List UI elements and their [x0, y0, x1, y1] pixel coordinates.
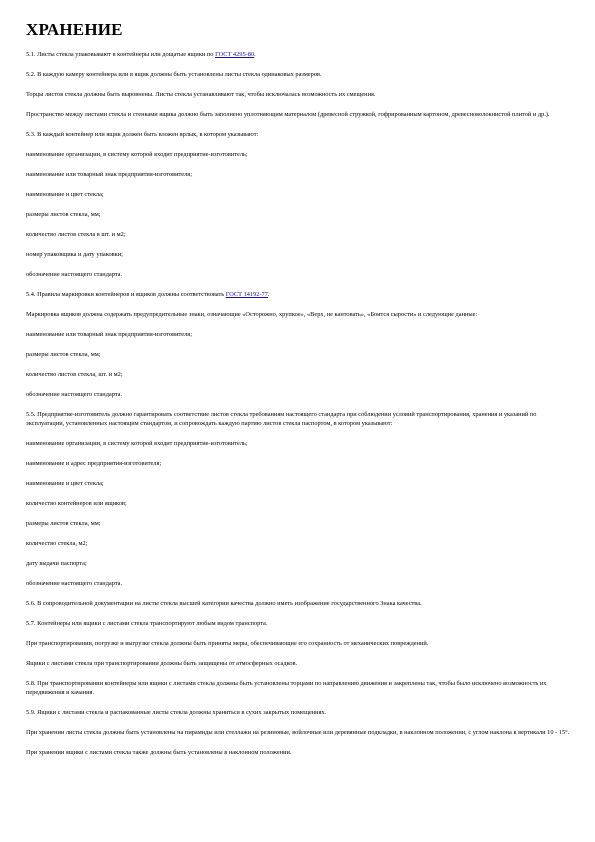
- paragraph: [26, 748, 574, 757]
- paragraph-text-end: .: [267, 291, 270, 298]
- paragraph: [26, 250, 574, 259]
- paragraph-text: обозначение настоящего стандарта.: [26, 271, 123, 278]
- paragraph: [26, 539, 574, 548]
- document-body: [26, 50, 574, 757]
- paragraph-text: 5.9. Ящики с листами стекла и распакованные листы стекла должны храниться в сухих закрытых помещениях.: [26, 709, 327, 716]
- paragraph-text: количество контейнеров или ящиков;: [26, 500, 127, 507]
- paragraph: [26, 659, 574, 668]
- paragraph: [26, 579, 574, 588]
- paragraph-text: Ящики с листами стекла при транспортировании должны быть защищены от атмосферных осадков.: [26, 660, 298, 667]
- gost-link[interactable]: ГОСТ 4295-80: [215, 51, 255, 58]
- paragraph-text: 5.5. Предприятие-изготовитель должно гарантировать соответствие листов стекла требованиям настоящего стандарта при соблюдении условий транспортирования, хранения и указаний по эксплуатации, установленных настоящим стандартом, и сопровождать каждую партию листов стекла паспортом, в котором указывают:: [26, 411, 537, 427]
- paragraph-text: наименование и цвет стекла;: [26, 191, 104, 198]
- paragraph: [26, 599, 574, 608]
- page-title: ХРАНЕНИЕ: [26, 20, 123, 39]
- paragraph: [26, 728, 574, 737]
- paragraph: [26, 310, 574, 319]
- paragraph-text: наименование и цвет стекла;: [26, 480, 104, 487]
- paragraph: [26, 170, 574, 179]
- paragraph: [26, 70, 574, 79]
- paragraph: [26, 330, 574, 339]
- paragraph-text: 5.6. В сопроводительной документации на листы стекла высшей категории качества должно иметь изображение государственного Знака качества.: [26, 600, 422, 607]
- paragraph: [26, 619, 574, 628]
- paragraph-text: 5.7. Контейнеры или ящики с листами стекла транспортируют любым видом транспорта.: [26, 620, 268, 627]
- paragraph-text: наименование и адрес предприятия-изготовителя;: [26, 460, 162, 467]
- paragraph: [26, 130, 574, 139]
- paragraph-text: обозначение настоящего стандарта.: [26, 391, 123, 398]
- paragraph-text: размеры листов стекла, мм;: [26, 351, 101, 358]
- paragraph-text: количество листов стекла, шт. и м2;: [26, 371, 123, 378]
- paragraph: [26, 390, 574, 399]
- paragraph-text: наименование организации, в систему которой входит предприятие-изготовитель;: [26, 151, 248, 158]
- paragraph-text: 5.3. В каждый контейнер или ящик должен быть вложен ярлык, в котором указывают:: [26, 131, 259, 138]
- paragraph-text: 5.4. Правила маркировки контейнеров и ящиков должны соответствовать: [26, 291, 226, 298]
- paragraph: [26, 370, 574, 379]
- gost-link[interactable]: ГОСТ 14192-77: [225, 291, 268, 298]
- paragraph: [26, 708, 574, 717]
- document-page: [26, 20, 574, 768]
- paragraph: [26, 270, 574, 279]
- paragraph-text: 5.1. Листы стекла упаковывают в контейнеры или дощатые ящики по: [26, 51, 216, 58]
- paragraph-text: наименование организации, в систему которой входит предприятие-изготовитель;: [26, 440, 248, 447]
- paragraph-text: 5.8. При транспортировании контейнеры или ящики с листами стекла должны быть установлены торцами по направлению движения и закреплены так, чтобы было исключено возможность их передвижения и качания.: [26, 680, 547, 696]
- paragraph: [26, 150, 574, 159]
- paragraph-text: наименование или товарный знак предприятия-изготовителя;: [26, 171, 192, 178]
- paragraph: [26, 519, 574, 528]
- paragraph-text: размеры листов стекла, мм;: [26, 520, 101, 527]
- paragraph: [26, 110, 574, 119]
- paragraph: [26, 210, 574, 219]
- paragraph-text: количество листов стекла в шт. и м2;: [26, 231, 126, 238]
- paragraph-text: При хранении ящики с листами стекла также должны быть установлены в наклонном положении.: [26, 749, 292, 756]
- paragraph: [26, 230, 574, 239]
- paragraph-text: Пространство между листами стекла и стенками ящика должно быть заполнено уплотняющим материалом (древесной стружкой, гофрированным картоном, древесноволокнистой плитой и др.).: [26, 111, 550, 118]
- paragraph-text: Торцы листов стекла должны быть выровнены. Листы стекла устанавливают так, чтобы исключалась возможность их смещения.: [26, 91, 376, 98]
- paragraph: [26, 50, 574, 59]
- paragraph-text-end: .: [254, 51, 256, 58]
- paragraph-text: номер упаковщика и дату упаковки;: [26, 251, 123, 258]
- paragraph: [26, 559, 574, 568]
- paragraph: [26, 350, 574, 359]
- paragraph-text: количество стекла, м2;: [26, 540, 88, 547]
- paragraph-text: размеры листов стекла, мм;: [26, 211, 101, 218]
- paragraph-text: обозначение настоящего стандарта.: [26, 580, 123, 587]
- paragraph: [26, 290, 574, 299]
- paragraph: [26, 190, 574, 199]
- paragraph-text: При транспортировании, погрузке и выгрузке стекла должны быть приняты меры, обеспечивающие его сохранность от механических повреждений.: [26, 640, 429, 647]
- paragraph: [26, 90, 574, 99]
- paragraph: [26, 479, 574, 488]
- paragraph-text: наименование или товарный знак предприятия-изготовителя;: [26, 331, 192, 338]
- paragraph-text: Маркировка ящиков должна содержать предупредительные знаки, означающие «Осторожно, хрупкое», «Верх, не кантовать», «Боится сырости» и следующие данные:: [26, 311, 478, 318]
- paragraph-text: При хранении листы стекла должны быть установлены на пирамиды или стеллажи на резиновые, войлочные или деревянные подкладки, в наклонном положении, с углом наклона к вертикали 10 - 15°.: [26, 729, 570, 736]
- paragraph: [26, 679, 574, 697]
- paragraph-text: 5.2. В каждую камеру контейнера или в ящик должны быть установлены листы стекла одинаковых размеров.: [26, 71, 322, 78]
- paragraph-text: дату выдачи паспорта;: [26, 560, 87, 567]
- paragraph: [26, 410, 574, 428]
- paragraph: [26, 499, 574, 508]
- paragraph: [26, 459, 574, 468]
- paragraph: [26, 439, 574, 448]
- paragraph: [26, 639, 574, 648]
